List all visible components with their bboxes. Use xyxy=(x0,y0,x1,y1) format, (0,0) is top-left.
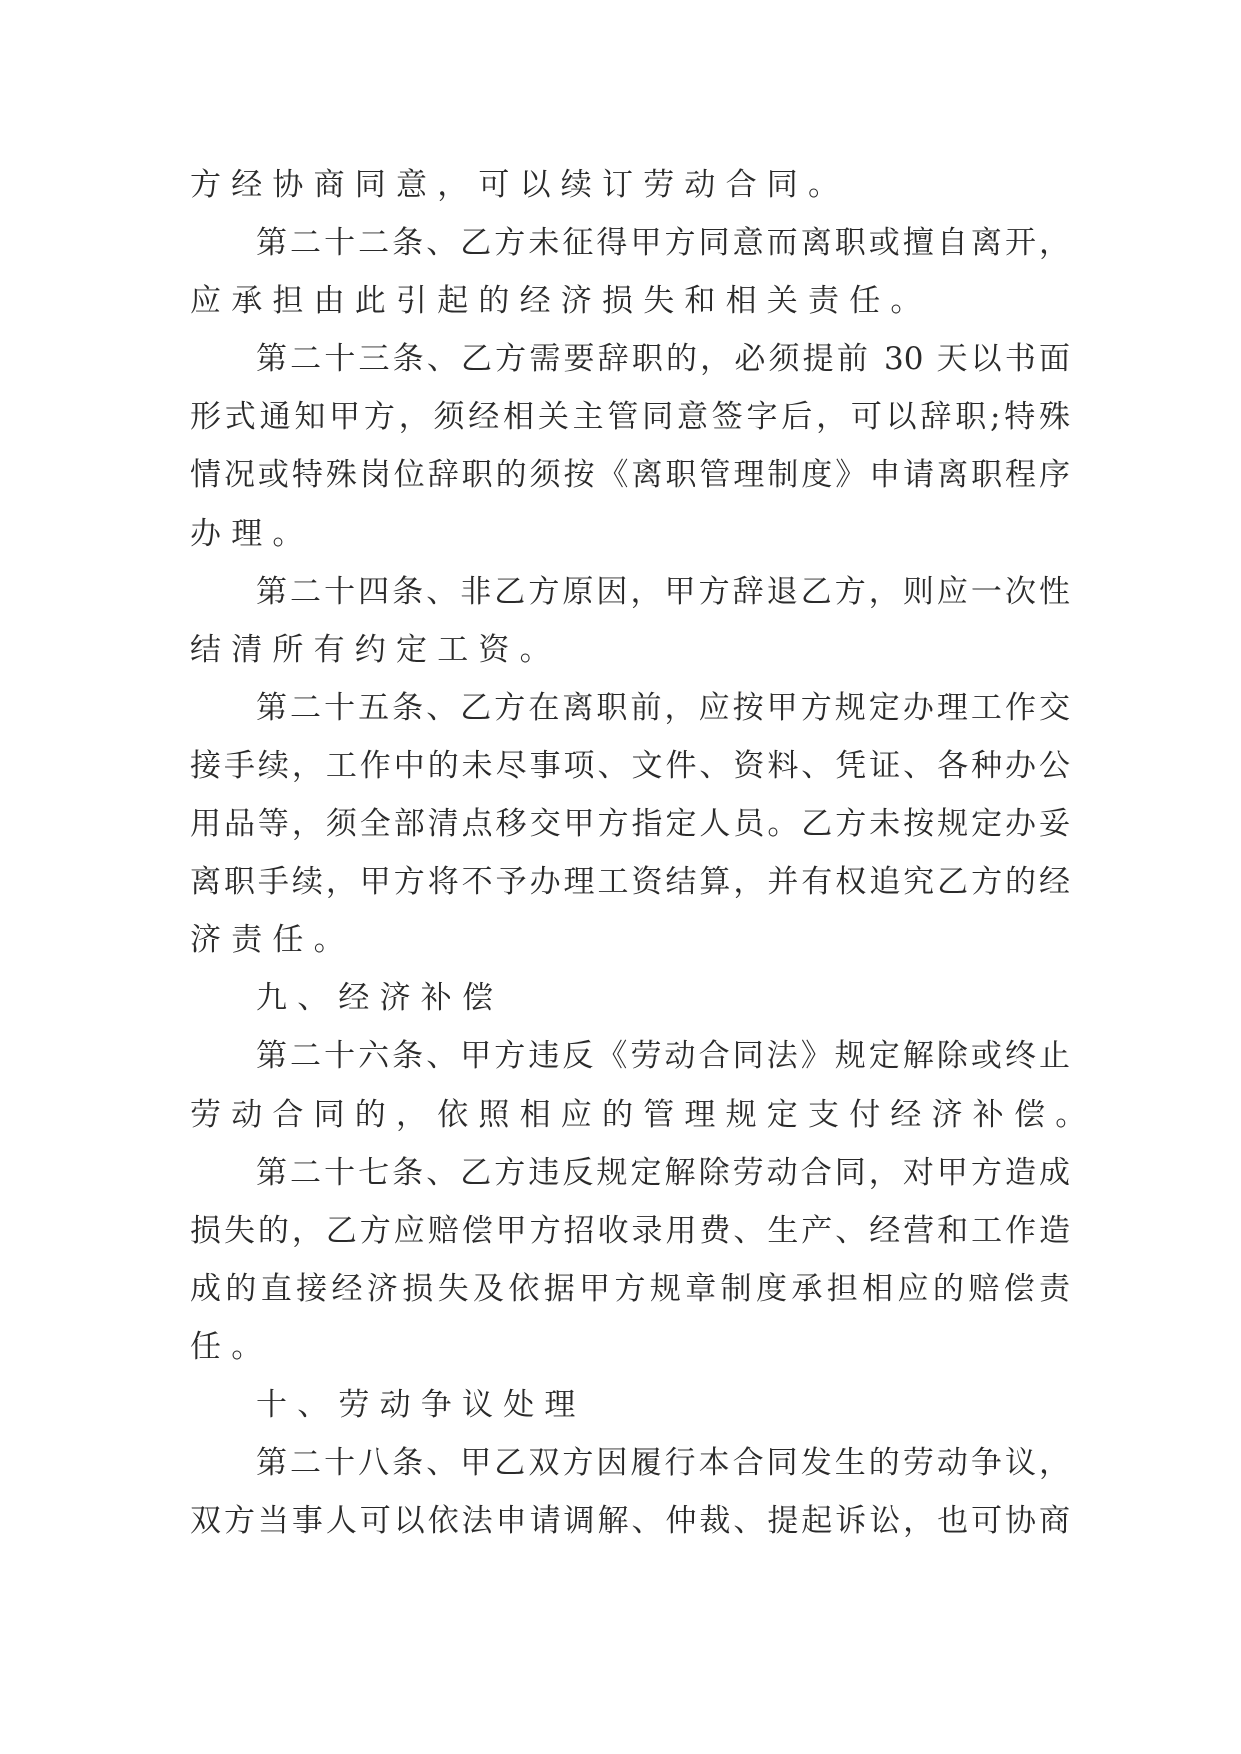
text-line: 第二十八条、甲乙双方因履行本合同发生的劳动争议， xyxy=(256,1445,1070,1482)
text-line: 劳动合同的，依照相应的管理规定支付经济补偿。 xyxy=(190,1096,1097,1133)
text-line: 第二十二条、乙方未征得甲方同意而离职或擅自离开， xyxy=(256,225,1070,262)
text-line: 济责任。 xyxy=(190,922,355,959)
text-line: 办理。 xyxy=(190,515,314,552)
text-line: 结清所有约定工资。 xyxy=(190,631,561,668)
section-heading: 十、劳动争议处理 xyxy=(256,1386,586,1423)
text-line: 接手续，工作中的未尽事项、文件、资料、凭证、各种办公 xyxy=(190,747,1070,784)
text-line: 双方当事人可以依法申请调解、仲裁、提起诉讼，也可协商 xyxy=(190,1503,1070,1540)
text-line: 第二十六条、甲方违反《劳动合同法》规定解除或终止 xyxy=(256,1038,1070,1075)
text-line: 应承担由此引起的经济损失和相关责任。 xyxy=(190,283,932,320)
text-line: 用品等，须全部清点移交甲方指定人员。乙方未按规定办妥 xyxy=(190,806,1070,843)
text-line: 方经协商同意，可以续订劳动合同。 xyxy=(190,167,850,203)
section-heading: 九、经济补偿 xyxy=(256,980,504,1017)
text-line: 第二十四条、非乙方原因，甲方辞退乙方，则应一次性 xyxy=(256,573,1070,610)
text-line: 任。 xyxy=(190,1328,273,1365)
text-line: 形式通知甲方，须经相关主管同意签字后，可以辞职;特殊 xyxy=(190,399,1070,436)
text-line: 成的直接经济损失及依据甲方规章制度承担相应的赔偿责 xyxy=(190,1270,1070,1307)
text-line: 离职手续，甲方将不予办理工资结算，并有权追究乙方的经 xyxy=(190,864,1070,901)
document-body xyxy=(190,156,1097,1550)
text-line: 情况或特殊岗位辞职的须按《离职管理制度》申请离职程序 xyxy=(190,457,1070,494)
text-line: 第二十七条、乙方违反规定解除劳动合同，对甲方造成 xyxy=(256,1154,1070,1191)
text-line: 损失的，乙方应赔偿甲方招收录用费、生产、经营和工作造 xyxy=(190,1212,1070,1249)
text-line: 第二十三条、乙方需要辞职的，必须提前 30 天以书面 xyxy=(256,341,1070,378)
text-line: 第二十五条、乙方在离职前，应按甲方规定办理工作交 xyxy=(256,689,1070,726)
